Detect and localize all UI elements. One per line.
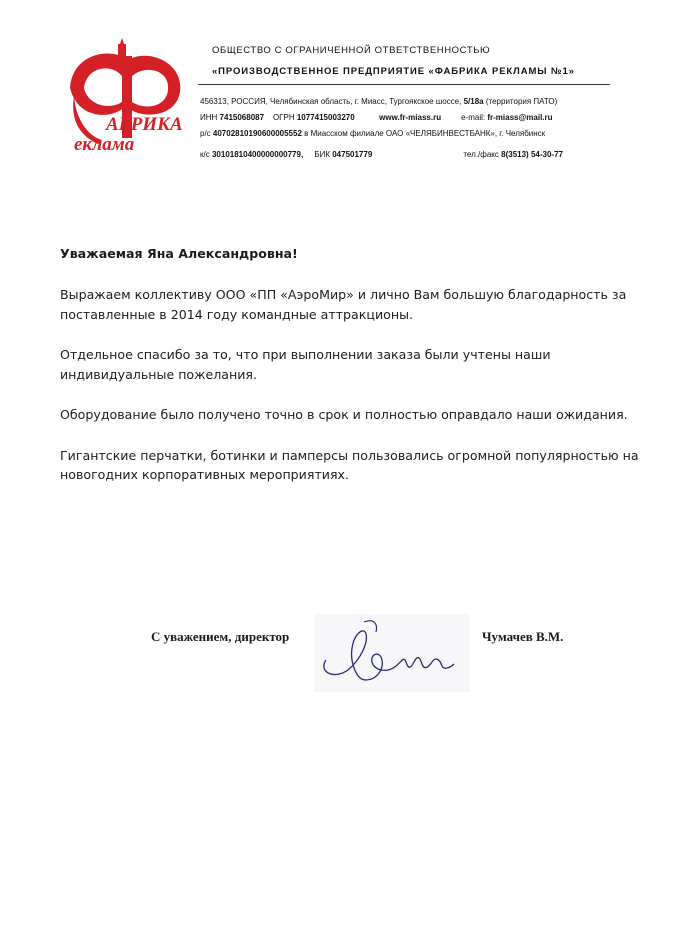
inn-value: 7415068087 (219, 113, 265, 122)
rs-value: 40702810190600005552 (212, 129, 302, 138)
address: 456313, РОССИЯ, Челябинская область, г. Миасс, Тургоякское шоссе, (200, 97, 462, 106)
rs-label: р/с (200, 129, 211, 138)
address-line (200, 97, 557, 106)
bank-line (200, 129, 545, 138)
paragraph-3: Оборудование было получено точно в срок и полностью оправдало наши ожидания. (60, 407, 628, 422)
email-label: e-mail: (461, 113, 486, 122)
letter-body (60, 246, 660, 506)
phone-value: 8(3513) 54-30-77 (501, 150, 563, 159)
phone-label: тел./факс (463, 150, 499, 159)
address-building: 5/18а (463, 97, 484, 106)
bank-name: в Миасском филиале ОАО «ЧЕЛЯБИНВЕСТБАНК», г. Челябинск (304, 129, 546, 138)
ogrn-label: ОГРН (272, 113, 295, 122)
paragraph-1: Выражаем коллективу ООО «ПП «АэроМир» и лично Вам большую благодарность за поставленные в 2014 году командные аттракционы. (60, 287, 627, 322)
logo-word-1: АБРИКА (106, 114, 183, 135)
logo-word-2: еклама (74, 134, 135, 154)
address-tail: (территория ПАТО) (485, 97, 558, 106)
handwritten-signature (314, 614, 470, 692)
header-rule (198, 84, 610, 85)
email-link[interactable]: fr-miass@mail.ru (487, 113, 553, 122)
org-name: «ПРОИЗВОДСТВЕННОЕ ПРЕДПРИЯТИЕ «ФАБРИКА РЕКЛАМЫ №1» (212, 66, 575, 77)
bik-label: БИК (314, 150, 330, 159)
inn-label: ИНН (200, 113, 218, 122)
org-type: ОБЩЕСТВО С ОГРАНИЧЕННОЙ ОТВЕТСТВЕННОСТЬЮ (212, 45, 491, 56)
website-link[interactable]: www.fr-miass.ru (379, 113, 442, 122)
ogrn-value: 1077415003270 (296, 113, 355, 122)
ks-value: 30101810400000000779, (211, 150, 304, 159)
greeting: Уважаемая Яна Александровна! (60, 246, 298, 261)
ks-label: к/с (200, 150, 210, 159)
director-name: Чумачев В.М. (482, 629, 564, 644)
company-logo (66, 36, 192, 154)
paragraph-2: Отдельное спасибо за то, что при выполнении заказа были учтены наши индивидуальные пожелания. (60, 347, 551, 382)
closing-position: С уважением, директор (151, 629, 290, 644)
paragraph-4: Гигантские перчатки, ботинки и памперсы пользовались огромной популярностью на новогодних корпоративных мероприятиях. (60, 447, 639, 482)
bik-value: 047501779 (332, 150, 373, 159)
ks-line (200, 150, 563, 159)
inn-line (200, 113, 553, 122)
